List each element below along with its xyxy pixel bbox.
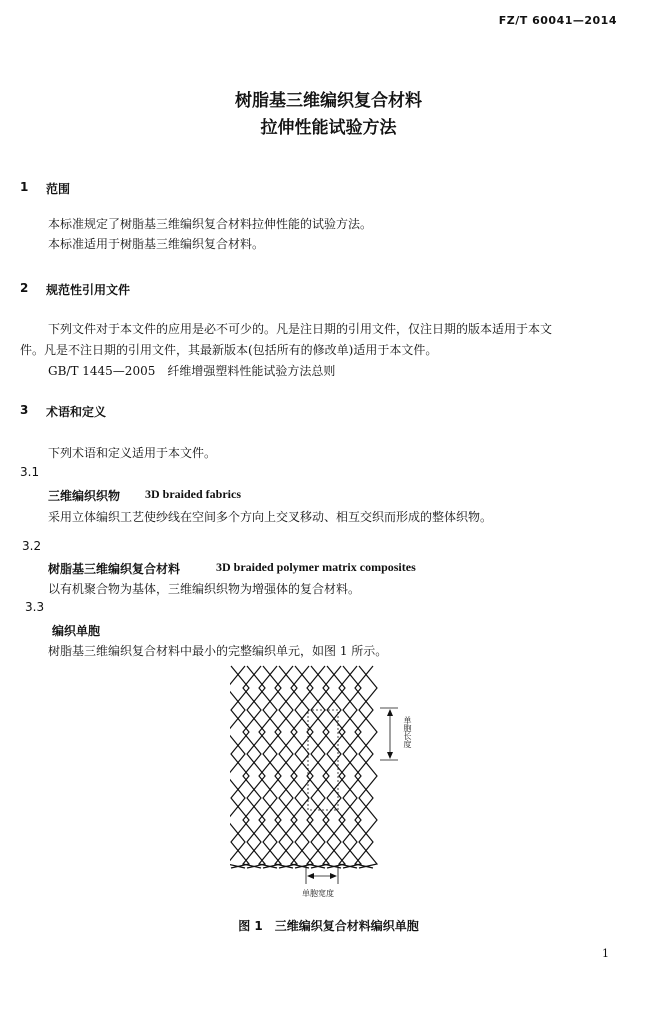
- braided-unit-cell-figure: [230, 662, 430, 884]
- term-3-3-zh: 编织单胞: [52, 624, 101, 638]
- unit-length-label: 单胞长度: [403, 716, 412, 748]
- length-arrowhead-down: [387, 752, 393, 759]
- section-2-number: 2: [20, 281, 29, 295]
- figure-caption: 图 1 三维编织复合材料编织单胞: [238, 919, 419, 933]
- width-arrowhead-right: [330, 873, 337, 879]
- section-1-para-1: 本标准规定了树脂基三维编织复合材料拉伸性能的试验方法。: [48, 217, 373, 231]
- section-2-para-line-2: 件。凡是不注日期的引用文件，其最新版本(包括所有的修改单)适用于本文件。: [20, 343, 438, 357]
- term-3-2-definition: 以有机聚合物为基体，三维编织织物为增强体的复合材料。: [48, 582, 361, 596]
- width-arrowhead-left: [307, 873, 314, 879]
- doc-title-line1: 树脂基三维编织复合材料: [235, 91, 422, 111]
- section-1-title: 范围: [46, 182, 71, 196]
- term-3-1-number: 3.1: [20, 465, 40, 479]
- term-3-1-en: 3D braided fabrics: [145, 487, 241, 501]
- section-1-number: 1: [20, 180, 29, 194]
- section-3-intro: 下列术语和定义适用于本文件。: [48, 446, 217, 460]
- section-2-title: 规范性引用文件: [46, 283, 131, 297]
- doc-title-line2: 拉伸性能试验方法: [260, 118, 397, 138]
- section-3-number: 3: [20, 403, 29, 417]
- term-3-3-definition: 树脂基三维编织复合材料中最小的完整编织单元，如图 1 所示。: [48, 644, 388, 658]
- term-3-2-number: 3.2: [22, 539, 42, 553]
- page-number: 1: [602, 947, 609, 960]
- section-3-title: 术语和定义: [46, 405, 107, 419]
- term-3-1-definition: 采用立体编织工艺使纱线在空间多个方向上交叉移动、相互交织而形成的整体织物。: [48, 510, 493, 524]
- section-2-para-line-1: 下列文件对于本文件的应用是必不可少的。凡是注日期的引用文件，仅注日期的版本适用于本文: [48, 322, 553, 336]
- term-3-2-en: 3D braided polymer matrix composites: [216, 560, 416, 574]
- term-3-3-number: 3.3: [25, 600, 45, 614]
- length-arrowhead-up: [387, 709, 393, 716]
- section-1-para-2: 本标准适用于树脂基三维编织复合材料。: [48, 237, 265, 251]
- term-3-2-zh: 树脂基三维编织复合材料: [48, 562, 181, 576]
- normative-reference: GB/T 1445—2005 纤维增强塑料性能试验方法总则: [48, 364, 336, 378]
- term-3-1-zh: 三维编织织物: [48, 489, 121, 503]
- unit-width-label: 单胞宽度: [302, 889, 334, 898]
- standard-number: FZ/T 60041—2014: [498, 14, 617, 27]
